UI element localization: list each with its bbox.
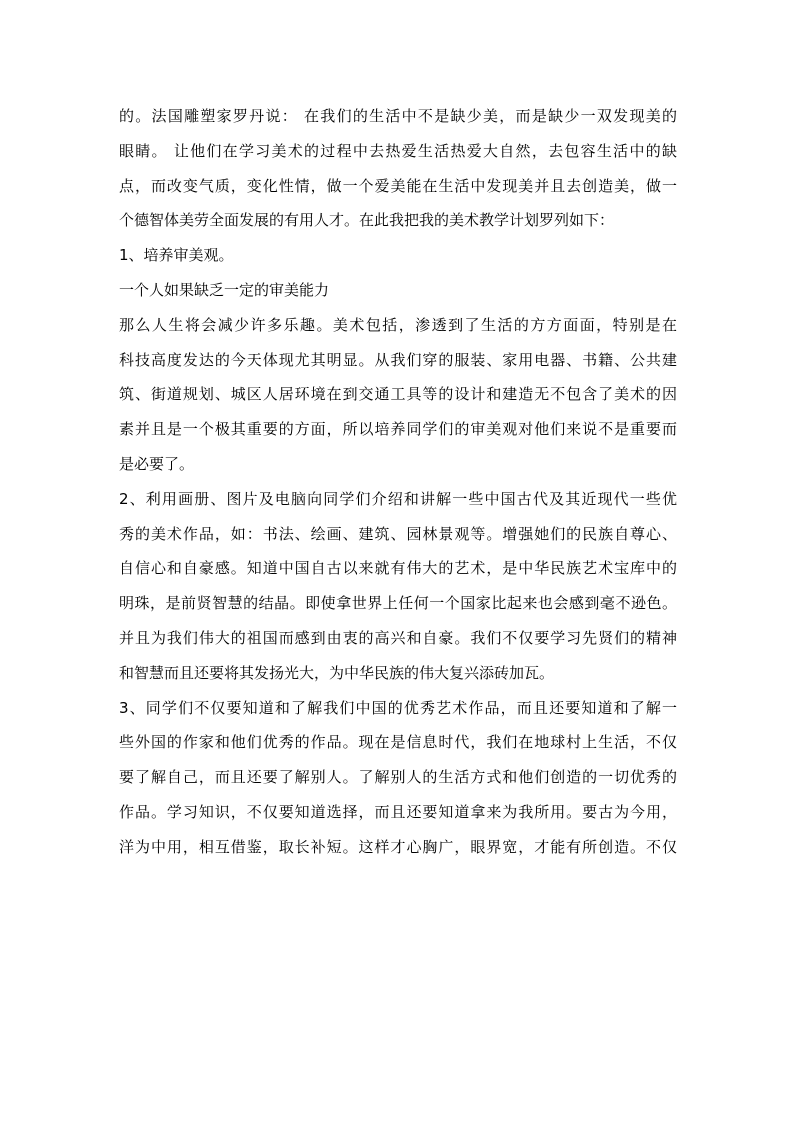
text-line: 并且为我们伟大的祖国而感到由衷的高兴和自豪。我们不仅要学习先贤们的精神 <box>119 628 677 647</box>
document-body <box>119 99 677 865</box>
text-line: 那么人生将会减少许多乐趣。美术包括，渗透到了生活的方方面面，特别是在 <box>119 315 677 334</box>
text-line: 是必要了。 <box>119 454 195 473</box>
text-line: 点，而改变气质，变化性情，做一个爱美能在生活中发现美并且去创造美，做一 <box>119 176 677 195</box>
text-line: 筑、街道规划、城区人居环境在到交通工具等的设计和建造无不包含了美术的因 <box>119 385 677 404</box>
text-line: 作品。学习知识，不仅要知道选择，而且还要知道拿来为我所用。要古为今用， <box>119 802 677 821</box>
text-line: 素并且是一个极其重要的方面，所以培养同学们的审美观对他们来说不是重要而 <box>119 420 677 439</box>
text-line: 眼睛。 让他们在学习美术的过程中去热爱生活热爱大自然，去包容生活中的缺 <box>119 141 677 160</box>
text-line: 和智慧而且还要将其发扬光大，为中华民族的伟大复兴添砖加瓦。 <box>119 663 555 682</box>
text-line: 些外国的作家和他们优秀的作品。现在是信息时代，我们在地球村上生活，不仅 <box>119 733 677 752</box>
text-line: 一个人如果缺乏一定的审美能力 <box>119 280 330 299</box>
text-line: 的。法国雕塑家罗丹说： 在我们的生活中不是缺少美，而是缺少一双发现美的 <box>119 107 677 125</box>
text-line: 自信心和自豪感。知道中国自古以来就有伟大的艺术，是中华民族艺术宝库中的 <box>119 559 677 578</box>
text-line: 秀的美术作品，如：书法、绘画、建筑、园林景观等。增强她们的民族自尊心、 <box>119 524 677 543</box>
list-item-heading: 2、利用画册、图片及电脑向同学们介绍和讲解一些中国古代及其近现代一些优 <box>119 489 677 508</box>
text-line: 个德智体美劳全面发展的有用人才。在此我把我的美术教学计划罗列如下： <box>119 211 615 230</box>
text-line: 要了解自己，而且还要了解别人。了解别人的生活方式和他们创造的一切优秀的 <box>119 768 677 787</box>
text-line: 洋为中用，相互借鉴，取长补短。这样才心胸广，眼界宽，才能有所创造。不仅 <box>119 837 677 856</box>
list-item-heading: 1、培养审美观。 <box>119 246 234 265</box>
text-line: 明珠，是前贤智慧的结晶。即使拿世界上任何一个国家比起来也会感到毫不逊色。 <box>119 594 677 613</box>
text-line: 科技高度发达的今天体现尤其明显。从我们穿的服装、家用电器、书籍、公共建 <box>119 350 677 369</box>
list-item-heading: 3、同学们不仅要知道和了解我们中国的优秀艺术作品，而且还要知道和了解一 <box>119 698 677 717</box>
